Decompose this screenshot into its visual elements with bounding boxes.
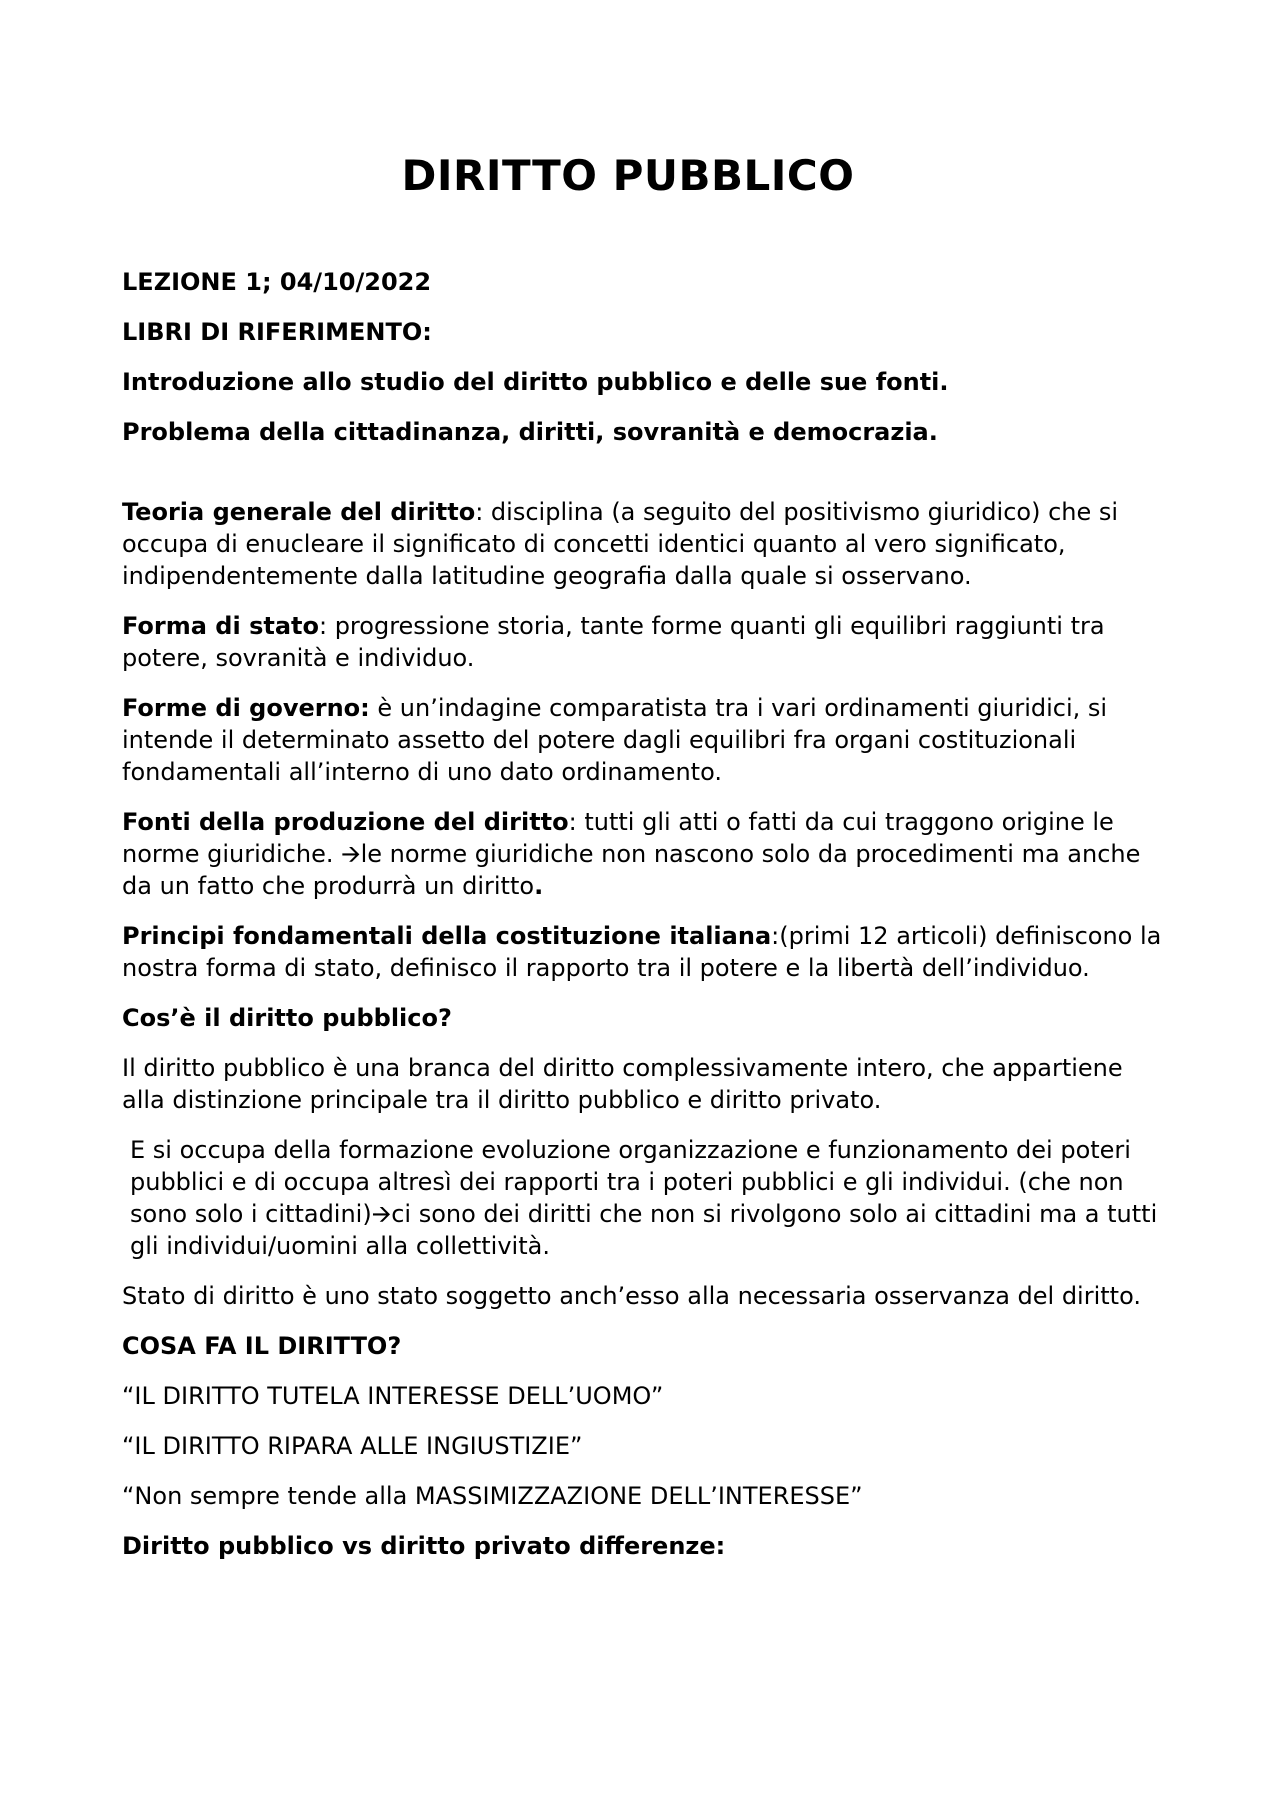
quote-3: “Non sempre tende alla MASSIMIZZAZIONE DELL’INTERESSE” (122, 1482, 863, 1510)
quote-2: “IL DIRITTO RIPARA ALLE INGIUSTIZIE” (122, 1432, 583, 1460)
references-heading: LIBRI DI RIFERIMENTO: (122, 318, 432, 346)
definition-text: : disciplina (a seguito del positivismo giuridico) che si occupa di enucleare il significato di concetti identici quanto al vero significato, indipendentemente dalla latitudine geografia dalla quale si osservano. (122, 498, 1119, 590)
definition-forme-governo (122, 692, 1162, 788)
lesson-header: LEZIONE 1; 04/10/2022 (122, 268, 432, 296)
section-heading-vs: Diritto pubblico vs diritto privato differenze: (122, 1532, 726, 1560)
definition-text: : progressione storia, tante forme quanti gli equilibri raggiunti tra potere, sovranità e individuo. (122, 612, 1105, 672)
section-heading-cosa-fa: COSA FA IL DIRITTO? (122, 1332, 402, 1360)
document-title: DIRITTO PUBBLICO (401, 151, 855, 200)
definition-text: :(primi 12 articoli) definiscono la nostra forma di stato, definisco il rapporto tra il potere e la libertà dell’individuo. (122, 922, 1162, 982)
definition-end: . (534, 872, 544, 900)
definition-fonti (122, 806, 1162, 902)
definition-term: Forma di stato (122, 612, 319, 640)
quote-1: “IL DIRITTO TUTELA INTERESSE DELL’UOMO” (122, 1382, 664, 1410)
paragraph-diritto-pubblico-2: E si occupa della formazione evoluzione organizzazione e funzionamento dei poteri pubblici e di occupa altresì dei rapporti tra i poteri pubblici e gli individui. (che non sono solo i cittadini)🡪ci sono dei diritti che non si rivolgono solo ai cittadini ma a tutti gli individui/uomini alla collettività. (130, 1136, 1158, 1260)
section-heading-cose: Cos’è il diritto pubblico? (122, 1004, 452, 1032)
definition-term: Principi fondamentali della costituzione italiana (122, 922, 772, 950)
paragraph-diritto-pubblico-1: Il diritto pubblico è una branca del diritto complessivamente intero, che appartiene alla distinzione principale tra il diritto pubblico e diritto privato. (122, 1054, 1123, 1114)
reference-book-1: Introduzione allo studio del diritto pubblico e delle sue fonti. (122, 368, 949, 396)
definition-principi (122, 920, 1162, 984)
definition-text: è un’indagine comparatista tra i vari ordinamenti giuridici, si intende il determinato assetto del potere dagli equilibri fra organi costituzionali fondamentali all’interno di uno dato ordinamento. (122, 694, 1108, 786)
definition-term: Forme di governo: (122, 694, 370, 722)
reference-book-2: Problema della cittadinanza, diritti, sovranità e democrazia. (122, 418, 938, 446)
definition-text: : tutti gli atti o fatti da cui traggono origine le norme giuridiche. 🡪le norme giuridiche non nascono solo da procedimenti ma anche da un fatto che produrrà un diritto (122, 808, 1141, 900)
definition-term: Fonti della produzione del diritto (122, 808, 569, 836)
document-body (122, 266, 1162, 1580)
definition-teoria (122, 496, 1162, 592)
definition-forma-stato (122, 610, 1162, 674)
definition-term: Teoria generale del diritto (122, 498, 476, 526)
paragraph-stato-di-diritto: Stato di diritto è uno stato soggetto anch’esso alla necessaria osservanza del diritto. (122, 1282, 1141, 1310)
